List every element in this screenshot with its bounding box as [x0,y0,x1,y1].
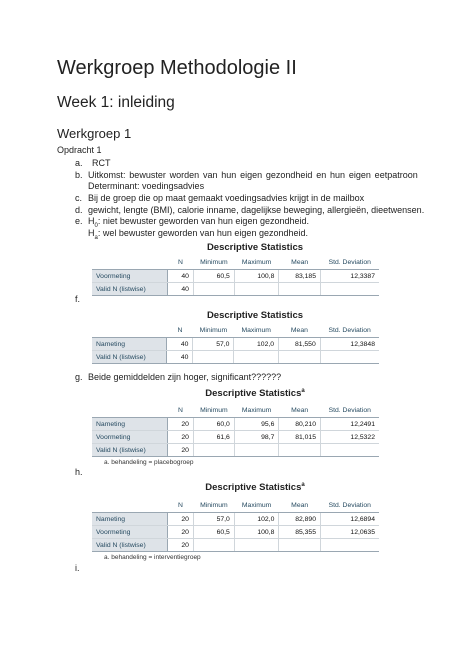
table-cell [320,539,379,552]
werkgroep-heading: Werkgroep 1 [57,126,132,141]
table-cell: 40 [167,283,193,296]
table-cell [234,283,279,296]
table-cell: Valid N (listwise) [92,351,167,364]
table-cell: Voormeting [92,526,167,539]
table-row [92,444,379,457]
table-cell: 40 [167,270,193,283]
table-row [92,351,379,364]
table-row [92,431,379,444]
item-b-text: Uitkomst: bewuster worden van hun eigen gezondheid en hun eigen eetpatroon [88,170,418,180]
table-cell [234,444,279,457]
table-cell [193,444,234,457]
table-cell [320,351,379,364]
table-cell: 12,3387 [320,270,379,283]
table-cell: 102,0 [234,338,279,351]
table-cell: 57,0 [193,338,234,351]
table-cell: 60,0 [193,418,234,431]
table-cell: Nameting [92,418,167,431]
table-cell: 20 [167,539,193,552]
item-b-text2: Determinant: voedingsadvies [88,181,205,191]
item-e-h0: $H_0$: niet bewuster geworden van hun eigen gezondheid. [88,216,309,229]
table-cell: 12,3848 [320,338,379,351]
table-cell [193,351,234,364]
table-cell: 80,210 [279,418,321,431]
table-cell: 20 [167,513,193,526]
week-heading: Week 1: inleiding [57,94,175,111]
table-cell: 95,6 [234,418,279,431]
table-cell [234,539,279,552]
table3-header-row [92,404,379,418]
table-row [92,513,379,526]
table-cell [279,351,321,364]
table3-header-sd: Std. Deviation [320,404,379,418]
table1-header-row [92,256,379,270]
item-f-label: f. [75,294,81,304]
table-cell: 100,8 [234,526,279,539]
table3-header-max: Maximum [234,404,279,418]
table4-header-sd: Std. Deviation [320,499,379,513]
table3-header-n: N [167,404,193,418]
table3-header-min: Minimum [193,404,234,418]
table4 [92,499,379,552]
table-cell [320,283,379,296]
table-cell [234,351,279,364]
item-a-label: a. [75,158,83,168]
table-cell: 12,6894 [320,513,379,526]
table1-header-max: Maximum [234,256,279,270]
table-cell: 57,0 [193,513,234,526]
table-cell: Valid N (listwise) [92,444,167,457]
table2-header-mean: Mean [279,324,321,338]
table1-title: Descriptive Statistics [206,242,304,253]
table-row [92,526,379,539]
table-row [92,539,379,552]
table2-header-max: Maximum [234,324,279,338]
table-cell: 20 [167,431,193,444]
table-row [92,270,379,283]
item-a-text: RCT [92,158,111,168]
table2-header-n: N [167,324,193,338]
table3-footnote: a. behandeling = placebogroep [104,459,194,466]
item-h-label: h. [75,467,83,477]
table-cell: 40 [167,351,193,364]
table-cell: 98,7 [234,431,279,444]
table4-header-blank [92,499,167,513]
table-cell [279,444,321,457]
table3 [92,404,379,457]
table-cell: 20 [167,526,193,539]
table-cell [320,444,379,457]
table-cell [193,283,234,296]
table4-header-row [92,499,379,513]
table-cell: Voormeting [92,431,167,444]
table1-header-n: N [167,256,193,270]
table2 [92,324,379,364]
opdracht-label: Opdracht 1 [57,145,102,155]
table-cell: 61,6 [193,431,234,444]
item-b-label: b. [75,170,83,180]
table-cell [193,539,234,552]
table3-header-blank [92,404,167,418]
table-cell: 12,0635 [320,526,379,539]
item-c-text: Bij de groep die op maat gemaakt voedingsadvies krijgt in de mailbox [88,193,365,203]
document-title: Werkgroep Methodologie II [57,57,297,79]
table-cell: Voormeting [92,270,167,283]
table2-header-blank [92,324,167,338]
table-cell [279,283,321,296]
table-cell: Nameting [92,513,167,526]
item-e-ha: $H_a$: wel bewuster geworden van hun eigen gezondheid. [88,228,308,241]
table-cell: 20 [167,418,193,431]
item-d-text: gewicht, lengte (BMI), calorie inname, dagelijkse beweging, allergieën, dieetwensen. [88,205,425,215]
table2-header-sd: Std. Deviation [320,324,379,338]
table1-header-sd: Std. Deviation [320,256,379,270]
table2-header-row [92,324,379,338]
table-cell: 60,5 [193,526,234,539]
item-i-label: i. [75,563,80,573]
table4-header-min: Minimum [193,499,234,513]
table4-header-max: Maximum [234,499,279,513]
table4-header-mean: Mean [279,499,321,513]
table4-footnote: a. behandeling = interventiegroep [104,554,201,561]
table3-header-mean: Mean [279,404,321,418]
table-cell: 60,5 [193,270,234,283]
item-c-label: c. [75,193,83,203]
item-g-label: g. [75,372,83,382]
table-cell: 40 [167,338,193,351]
table-cell: 83,185 [279,270,321,283]
table1-header-blank [92,256,167,270]
table-row [92,418,379,431]
table-cell: Nameting [92,338,167,351]
item-e-label: e. [75,216,83,226]
table4-header-n: N [167,499,193,513]
item-d-label: d. [75,205,83,215]
table1-header-mean: Mean [279,256,321,270]
table-cell: 12,2491 [320,418,379,431]
table2-title: Descriptive Statistics [206,310,304,321]
table-cell: 81,015 [279,431,321,444]
table-cell: 85,355 [279,526,321,539]
table-row [92,283,379,296]
table-cell: 102,0 [234,513,279,526]
table-cell: 82,890 [279,513,321,526]
table-cell: Valid N (listwise) [92,283,167,296]
table-cell [279,539,321,552]
table2-header-min: Minimum [193,324,234,338]
table-cell: 20 [167,444,193,457]
table4-title: Descriptive Statistics$^a$ [205,482,305,494]
table-cell: Valid N (listwise) [92,539,167,552]
table-cell: 81,550 [279,338,321,351]
table-cell: 100,8 [234,270,279,283]
table-cell: 12,5322 [320,431,379,444]
table-row [92,338,379,351]
table3-title: Descriptive Statistics$^a$ [205,388,305,400]
table1 [92,256,379,296]
item-g-text: Beide gemiddelden zijn hoger, significant?????? [88,372,282,382]
table1-header-min: Minimum [193,256,234,270]
